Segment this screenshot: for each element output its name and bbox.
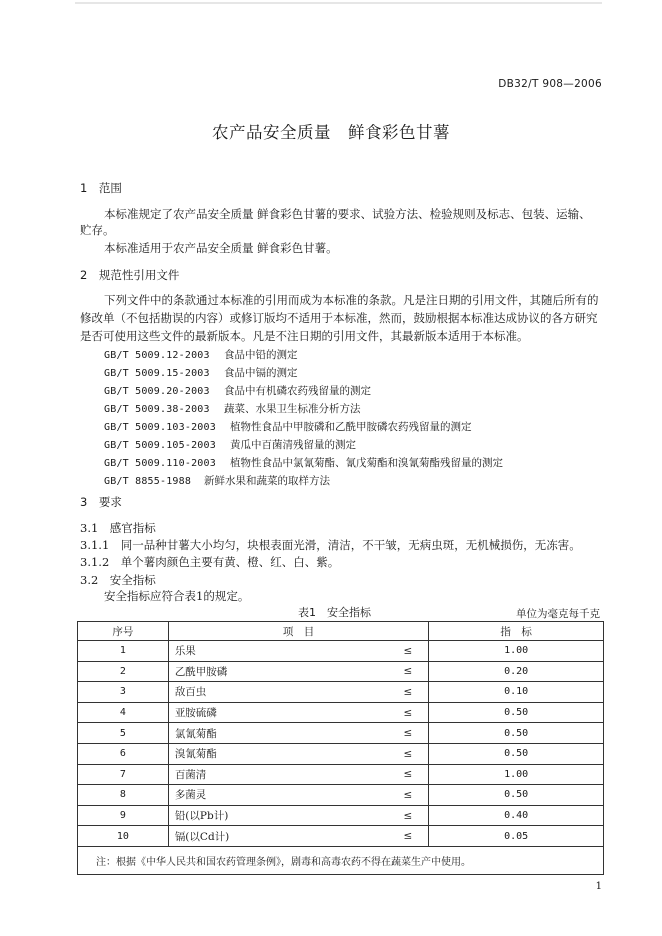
reference-name: 食品中铅的测定	[224, 349, 298, 361]
table-row	[78, 723, 604, 744]
section-2-paragraph-line-3: 是否可使用这些文件的最新版本。凡是不注日期的引用文件，其最新版本适用于本标准。	[80, 329, 529, 343]
table-row	[78, 702, 604, 723]
row-operator: ≤	[344, 764, 429, 785]
row-item: 乙酰甲胺磷	[168, 661, 344, 682]
table-row	[78, 826, 604, 847]
row-operator: ≤	[344, 682, 429, 703]
section-3-heading: 3 要求	[80, 495, 122, 509]
reference-code: GB/T 5009.20-2003	[104, 386, 210, 397]
table-row	[78, 661, 604, 682]
table-row	[78, 743, 604, 764]
row-no: 8	[78, 785, 169, 806]
section-2-paragraph-line-2: 修改单（不包括勘误的内容）或修订版均不适用于本标准，然而，鼓励根据本标准达成协议的各方研究	[80, 311, 598, 325]
row-operator: ≤	[344, 661, 429, 682]
row-no: 7	[78, 764, 169, 785]
table-note-row	[78, 846, 604, 874]
row-operator: ≤	[344, 805, 429, 826]
section-3-2-heading: 3.2 安全指标	[80, 573, 156, 587]
row-no: 2	[78, 661, 169, 682]
row-value: 0.10	[429, 682, 604, 703]
table-row	[78, 805, 604, 826]
reference-code: GB/T 5009.105-2003	[104, 440, 216, 451]
reference-code: GB/T 5009.38-2003	[104, 404, 210, 415]
reference-item	[104, 347, 298, 362]
row-item: 镉(以Cd计)	[168, 826, 344, 847]
table-row	[78, 785, 604, 806]
reference-code: GB/T 5009.12-2003	[104, 350, 210, 361]
row-operator: ≤	[344, 743, 429, 764]
section-3-1-2: 3.1.2 单个薯肉颜色主要有黄、橙、红、白、紫。	[80, 555, 340, 569]
header-rule	[75, 2, 602, 4]
row-value: 0.40	[429, 805, 604, 826]
row-item: 敌百虫	[168, 682, 344, 703]
row-no: 4	[78, 702, 169, 723]
reference-name: 植物性食品中氯氰菊酯、氰戊菊酯和溴氰菊酯残留量的测定	[230, 457, 503, 469]
reference-item	[104, 383, 371, 398]
section-3-2-paragraph: 安全指标应符合表1的规定。	[104, 589, 250, 603]
row-operator: ≤	[344, 785, 429, 806]
section-1-paragraph-1-line-2: 贮存。	[80, 223, 115, 237]
row-value: 0.50	[429, 785, 604, 806]
table-unit: 单位为毫克每千克	[516, 608, 600, 620]
row-operator: ≤	[344, 641, 429, 662]
row-item: 溴氰菊酯	[168, 743, 344, 764]
row-value: 0.50	[429, 743, 604, 764]
page-number: 1	[595, 881, 602, 892]
row-operator: ≤	[344, 702, 429, 723]
page-title: 农产品安全质量 鲜食彩色甘薯	[212, 123, 450, 142]
header-limit: 指 标	[429, 622, 604, 641]
safety-index-table	[77, 621, 604, 875]
row-no: 5	[78, 723, 169, 744]
reference-code: GB/T 8855-1988	[104, 476, 192, 487]
row-operator: ≤	[344, 723, 429, 744]
section-3-1-heading: 3.1 感官指标	[80, 521, 156, 535]
reference-item	[104, 419, 472, 434]
row-no: 10	[78, 826, 169, 847]
row-value: 1.00	[429, 641, 604, 662]
row-no: 3	[78, 682, 169, 703]
document-number: DB32/T 908—2006	[498, 78, 602, 90]
reference-code: GB/T 5009.15-2003	[104, 368, 210, 379]
reference-item	[104, 473, 330, 488]
section-1-heading: 1 范围	[80, 181, 122, 195]
section-2-heading: 2 规范性引用文件	[80, 268, 180, 282]
section-3-1-1: 3.1.1 同一品种甘薯大小均匀，块根表面光滑，清洁，不干皱，无病虫斑，无机械损伤，无冻害。	[80, 538, 581, 552]
reference-item	[104, 365, 298, 380]
reference-item	[104, 455, 503, 470]
reference-name: 蔬菜、水果卫生标准分析方法	[224, 403, 361, 415]
reference-item	[104, 437, 356, 452]
table-row	[78, 764, 604, 785]
reference-name: 食品中镉的测定	[224, 367, 298, 379]
reference-name: 新鲜水果和蔬菜的取样方法	[204, 475, 330, 487]
row-item: 多菌灵	[168, 785, 344, 806]
section-1-paragraph-2: 本标准适用于农产品安全质量 鲜食彩色甘薯。	[104, 241, 338, 255]
row-value: 0.50	[429, 702, 604, 723]
row-item: 百菌清	[168, 764, 344, 785]
row-item: 乐果	[168, 641, 344, 662]
row-no: 1	[78, 641, 169, 662]
reference-name: 黄瓜中百菌清残留量的测定	[230, 439, 356, 451]
header-item: 项 目	[168, 622, 429, 641]
row-no: 9	[78, 805, 169, 826]
row-value: 0.05	[429, 826, 604, 847]
row-item: 亚胺硫磷	[168, 702, 344, 723]
reference-code: GB/T 5009.110-2003	[104, 458, 216, 469]
table-row	[78, 682, 604, 703]
section-1-paragraph-1-line-1: 本标准规定了农产品安全质量 鲜食彩色甘薯的要求、试验方法、检验规则及标志、包装、运输、	[104, 207, 591, 221]
reference-code: GB/T 5009.103-2003	[104, 422, 216, 433]
row-operator: ≤	[344, 826, 429, 847]
reference-item	[104, 401, 361, 416]
table-caption: 表1 安全指标	[298, 606, 371, 619]
table-row	[78, 641, 604, 662]
table-note: 注：根据《中华人民共和国农药管理条例》，剧毒和高毒农药不得在蔬菜生产中使用。	[78, 846, 604, 874]
reference-name: 食品中有机磷农药残留量的测定	[224, 385, 371, 397]
reference-name: 植物性食品中甲胺磷和乙酰甲胺磷农药残留量的测定	[230, 421, 472, 433]
row-item: 铅(以Pb计)	[168, 805, 344, 826]
row-item: 氯氰菊酯	[168, 723, 344, 744]
table-header-row	[78, 622, 604, 641]
row-no: 6	[78, 743, 169, 764]
row-value: 1.00	[429, 764, 604, 785]
section-2-paragraph-line-1: 下列文件中的条款通过本标准的引用而成为本标准的条款。凡是注日期的引用文件，其随后所有的	[104, 293, 599, 307]
row-value: 0.50	[429, 723, 604, 744]
header-no: 序号	[78, 622, 169, 641]
row-value: 0.20	[429, 661, 604, 682]
